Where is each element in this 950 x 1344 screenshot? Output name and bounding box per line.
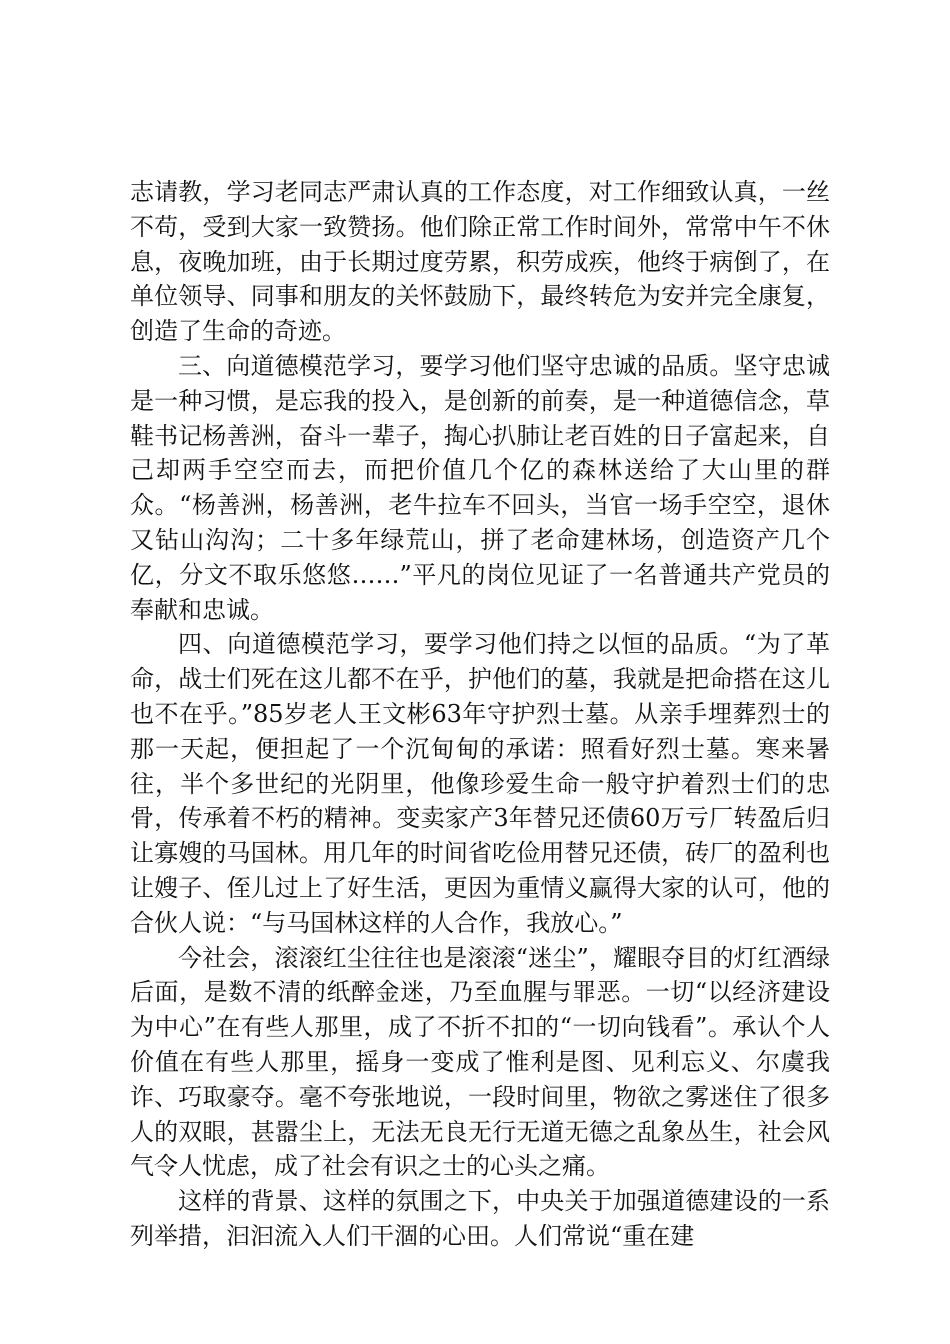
body-paragraph-5: 这样的背景、这样的氛围之下，中央关于加强道德建设的一系列举措，汩汩流入人们干涸的心田。人们常说“重在建 [130, 1187, 830, 1250]
body-paragraph-4: 今社会，滚滚红尘往往也是滚滚“迷尘”，耀眼夺目的灯红酒绿后面，是数不清的纸醉金迷，乃至血腥与罪恶。一切“以经济建设为中心”在有些人那里，成了不折不扣的“一切向钱看”。承认个人价值在有些人那里，摇身一变成了惟利是图、见利忘义、尔虞我诈、巧取豪夺。毫不夸张地说，一段时间里，物欲之雾迷住了很多人的双眼，甚嚣尘上，无法无良无行无道无德之乱象丛生，社会风气令人忧虑，成了社会有识之士的心头之痛。 [130, 943, 830, 1181]
body-paragraph-1: 志请教，学习老同志严肃认真的工作态度，对工作细致认真，一丝不苟，受到大家一致赞扬。他们除正常工作时间外，常常中午不休息，夜晚加班，由于长期过度劳累，积劳成疾，他终于病倒了，在单位领导、同事和朋友的关怀鼓励下，最终转危为安并完全康复，创造了生命的奇迹。 [130, 178, 830, 346]
document-page [130, 175, 830, 1254]
body-paragraph-3: 四、向道德模范学习，要学习他们持之以恒的品质。“为了革命，战士们死在这儿都不在乎，护他们的墓，我就是把命搭在这儿也不在乎。”85岁老人王文彬63年守护烈士墓。从亲手埋葬烈士的那一天起，便担起了一个沉甸甸的承诺：照看好烈士墓。寒来暑往，半个多世纪的光阴里，他像珍爱生命一般守护着烈士们的忠骨，传承着不朽的精神。变卖家产3年替兄还债60万亏厂转盈后归让寡嫂的马国林。用几年的时间省吃俭用替兄还债，砖厂的盈利也让嫂子、侄儿过上了好生活，更因为重情义赢得大家的认可，他的合伙人说：“与马国林这样的人合作，我放心。” [130, 630, 830, 937]
body-paragraph-2: 三、向道德模范学习，要学习他们坚守忠诚的品质。坚守忠诚是一种习惯，是忘我的投入，是创新的前奏，是一种道德信念，草鞋书记杨善洲，奋斗一辈子，掏心扒肺让老百姓的日子富起来，自己却两手空空而去，而把价值几个亿的森林送给了大山里的群众。“杨善洲，杨善洲，老牛拉车不回头，当官一场手空空，退休又钻山沟沟；二十多年绿荒山，拼了老命建林场，创造资产几个亿，分文不取乐悠悠……”平凡的岗位见证了一名普通共产党员的奉献和忠诚。 [130, 351, 830, 624]
